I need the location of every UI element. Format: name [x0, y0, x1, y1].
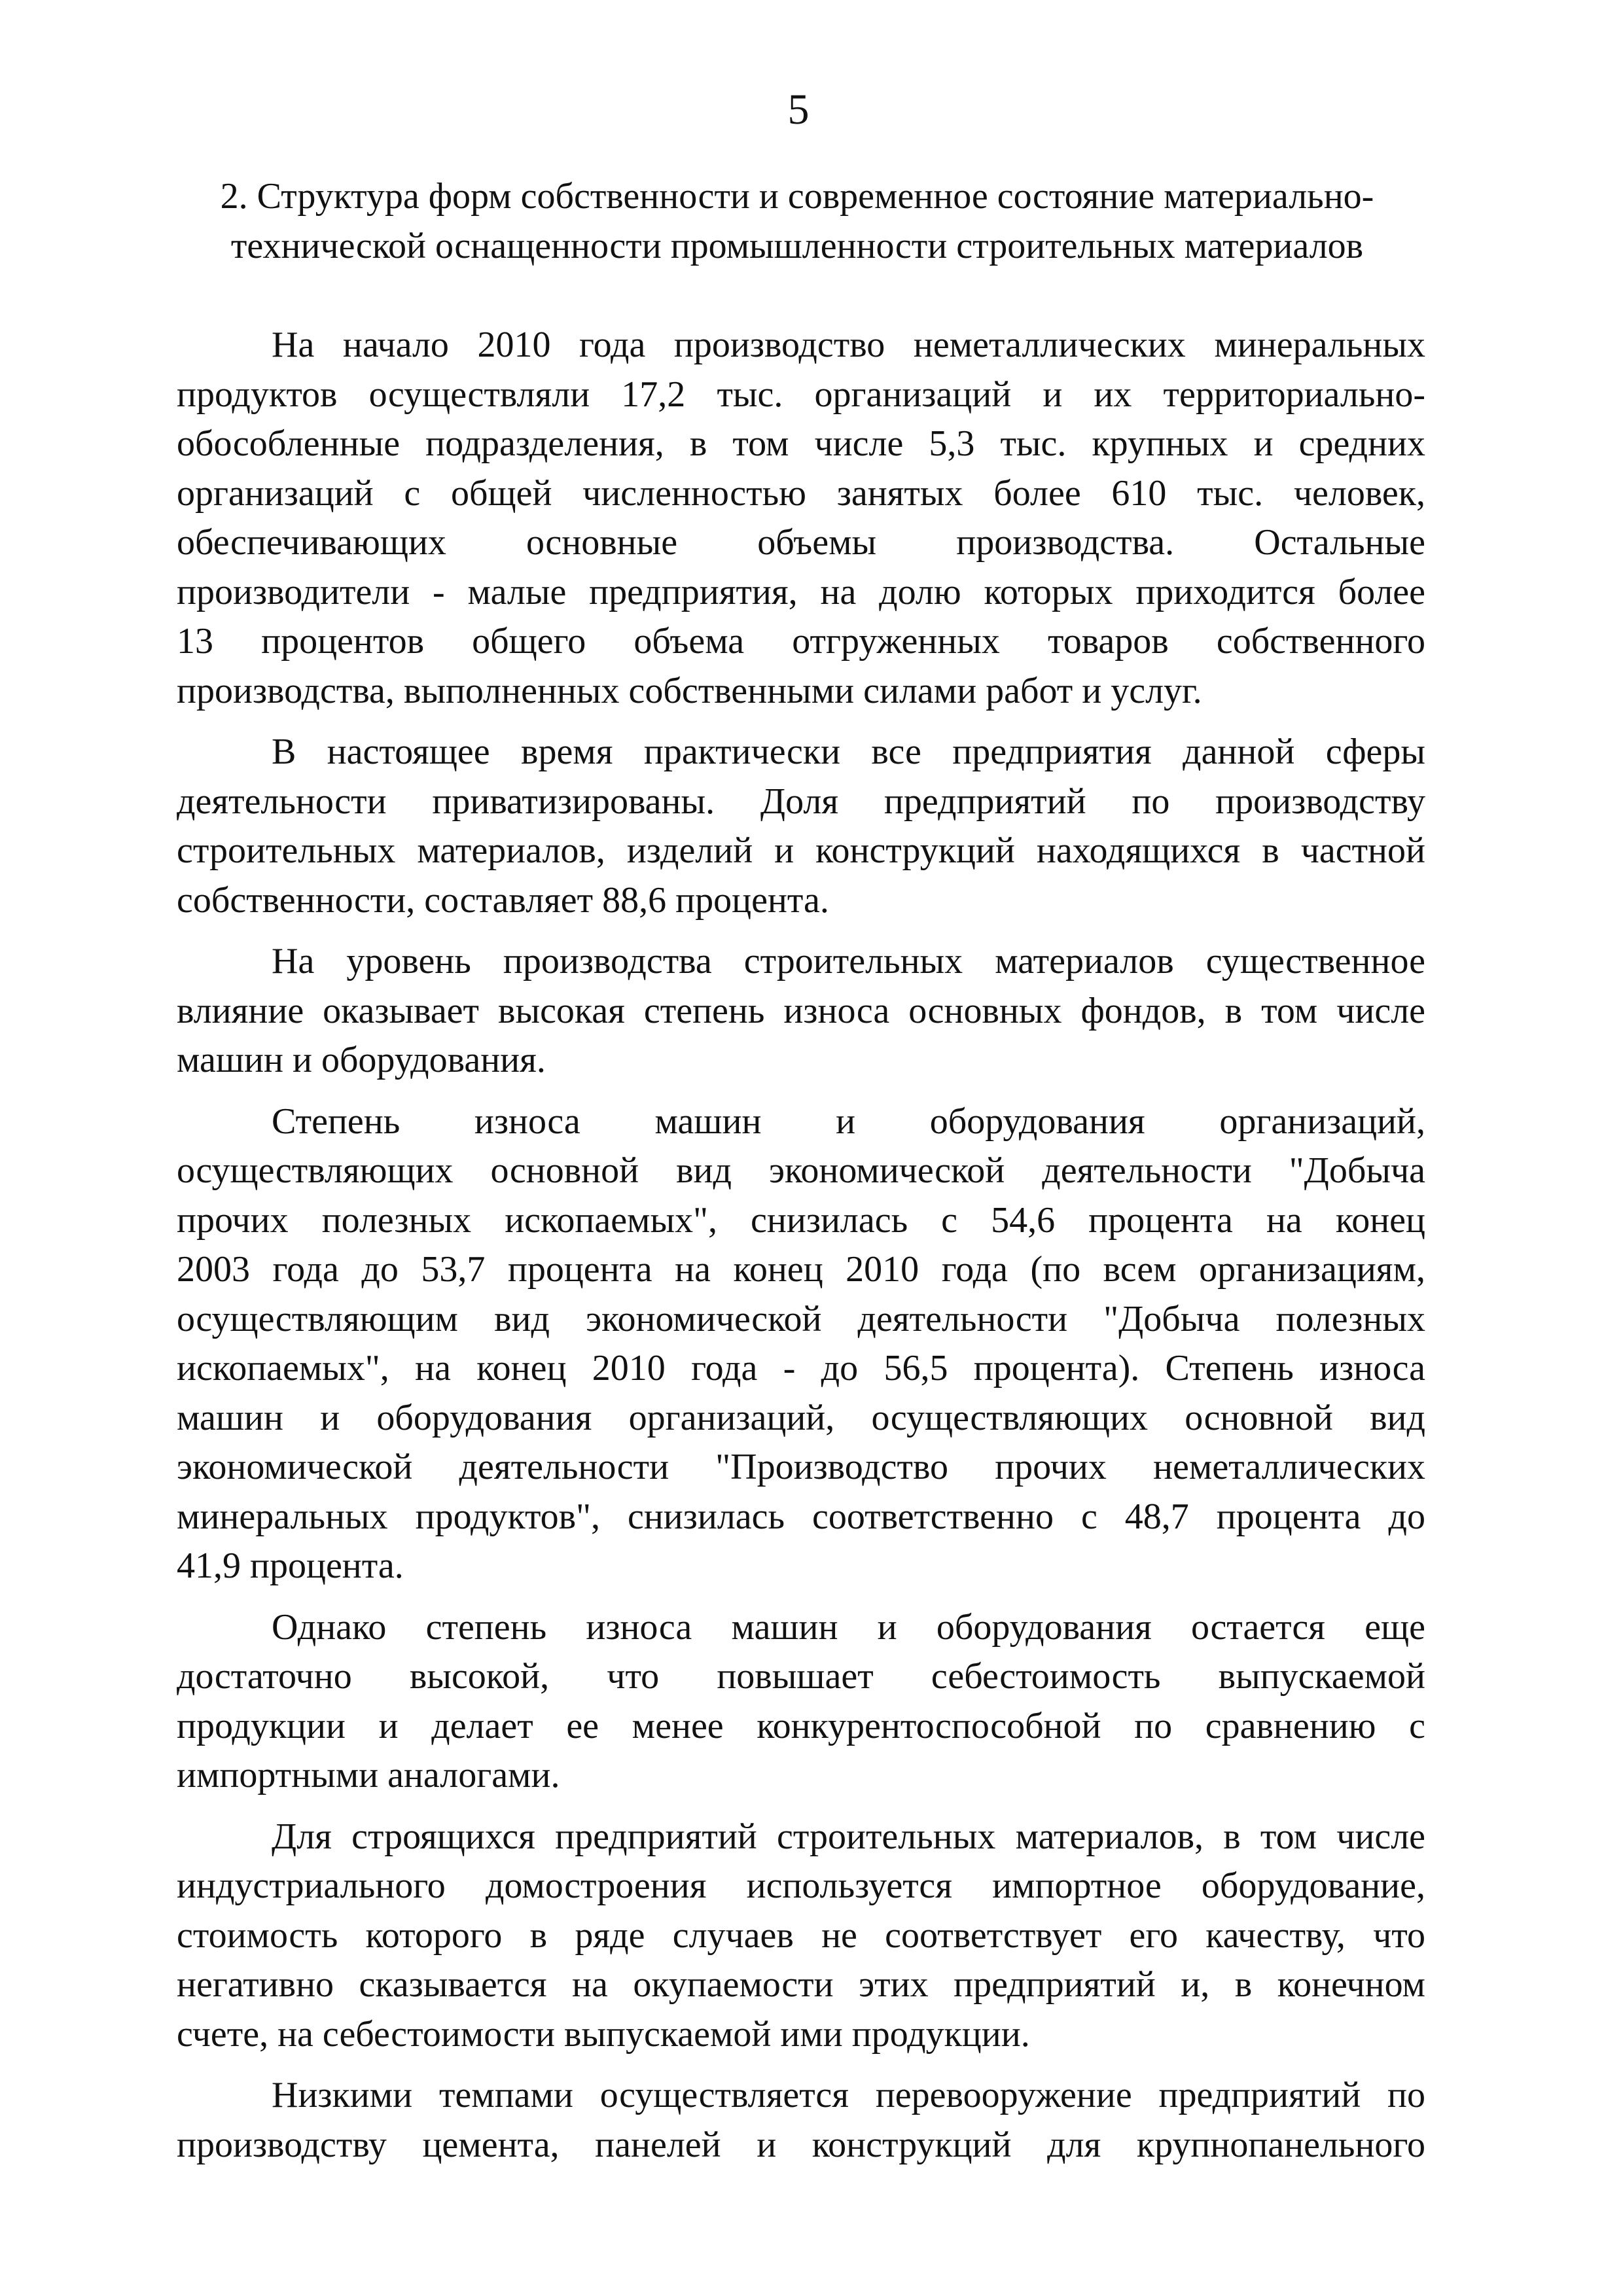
text-line: негативно сказывается на окупаемости этих предприятий и, в конечном: [177, 1964, 1425, 2005]
text-line: строительных материалов, изделий и конструкций находящихся в частной: [177, 830, 1425, 871]
text-line: Однако степень износа машин и оборудования остается еще: [272, 1606, 1425, 1648]
text-line: импортными аналогами.: [177, 1755, 560, 1795]
text-line: организаций с общей численностью занятых более 610 тыс. человек,: [177, 472, 1425, 514]
text-line: прочих полезных ископаемых", снизилась с 54,6 процента на конец: [177, 1199, 1425, 1241]
paragraph-enterprise-count: [177, 321, 1425, 716]
paragraph-competitiveness: [177, 1603, 1425, 1801]
paragraph-imported-equipment: [177, 1812, 1425, 2060]
text-line: собственности, составляет 88,6 процента.: [177, 879, 829, 921]
paragraph-wear-statistics: [177, 1097, 1425, 1591]
text-line: минеральных продуктов", снизилась соответственно с 48,7 процента до: [177, 1496, 1425, 1537]
text-line: деятельности приватизированы. Доля предприятий по производству: [177, 781, 1425, 822]
section-heading: [171, 171, 1423, 271]
document-body: [177, 321, 1425, 2181]
text-line: производители - малые предприятия, на долю которых приходится более: [177, 571, 1425, 612]
text-line: В настоящее время практически все предприятия данной сферы: [272, 732, 1425, 772]
text-line: ископаемых", на конец 2010 года - до 56,5 процента). Степень износа: [177, 1348, 1425, 1388]
text-line: 13 процентов общего объема отгруженных товаров собственного: [177, 621, 1425, 662]
text-line: производства, выполненных собственными силами работ и услуг.: [177, 670, 1202, 711]
text-line: индустриального домостроения используется импортное оборудование,: [177, 1865, 1425, 1906]
text-line: достаточно высокой, что повышает себестоимость выпускаемой: [177, 1656, 1425, 1697]
text-line: На начало 2010 года производство неметаллических минеральных: [272, 325, 1425, 365]
text-line: обеспечивающих основные объемы производства. Остальные: [177, 522, 1425, 563]
text-line: стоимость которого в ряде случаев не соответствует его качеству, что: [177, 1915, 1425, 1956]
text-line: Степень износа машин и оборудования организаций,: [272, 1101, 1425, 1142]
text-line: 2003 года до 53,7 процента на конец 2010 года (по всем организациям,: [177, 1249, 1425, 1290]
page-number: 5: [787, 86, 810, 133]
section-heading-line: 2. Структура форм собственности и современное состояние материально-: [220, 176, 1374, 217]
text-line: продуктов осуществляли 17,2 тыс. организаций и их территориально-: [177, 374, 1425, 415]
text-line: осуществляющим вид экономической деятельности "Добыча полезных: [177, 1298, 1425, 1339]
text-line: 41,9 процента.: [177, 1545, 404, 1586]
text-line: счете, на себестоимости выпускаемой ими продукции.: [177, 2013, 1030, 2055]
text-line: продукции и делает ее менее конкурентоспособной по сравнению с: [177, 1705, 1425, 1746]
text-line: влияние оказывает высокая степень износа основных фондов, в том числе: [177, 990, 1425, 1031]
text-line: машин и оборудования организаций, осуществляющих основной вид: [177, 1397, 1425, 1438]
text-line: производству цемента, панелей и конструкций для крупнопанельного: [177, 2124, 1425, 2165]
text-line: машин и оборудования.: [177, 1040, 546, 1080]
text-line: обособленные подразделения, в том числе 5,3 тыс. крупных и средних: [177, 423, 1425, 464]
paragraph-modernization: [177, 2071, 1425, 2170]
text-line: осуществляющих основной вид экономической деятельности "Добыча: [177, 1150, 1425, 1191]
text-line: На уровень производства строительных материалов существенное: [272, 941, 1425, 981]
section-heading-line: технической оснащенности промышленности строительных материалов: [230, 226, 1364, 266]
text-line: экономической деятельности "Производство прочих неметаллических: [177, 1447, 1425, 1487]
text-line: Для строящихся предприятий строительных материалов, в том числе: [272, 1816, 1425, 1857]
text-line: Низкими темпами осуществляется перевооружение предприятий по: [272, 2075, 1425, 2115]
paragraph-asset-wear: [177, 937, 1425, 1086]
paragraph-privatization: [177, 728, 1425, 925]
